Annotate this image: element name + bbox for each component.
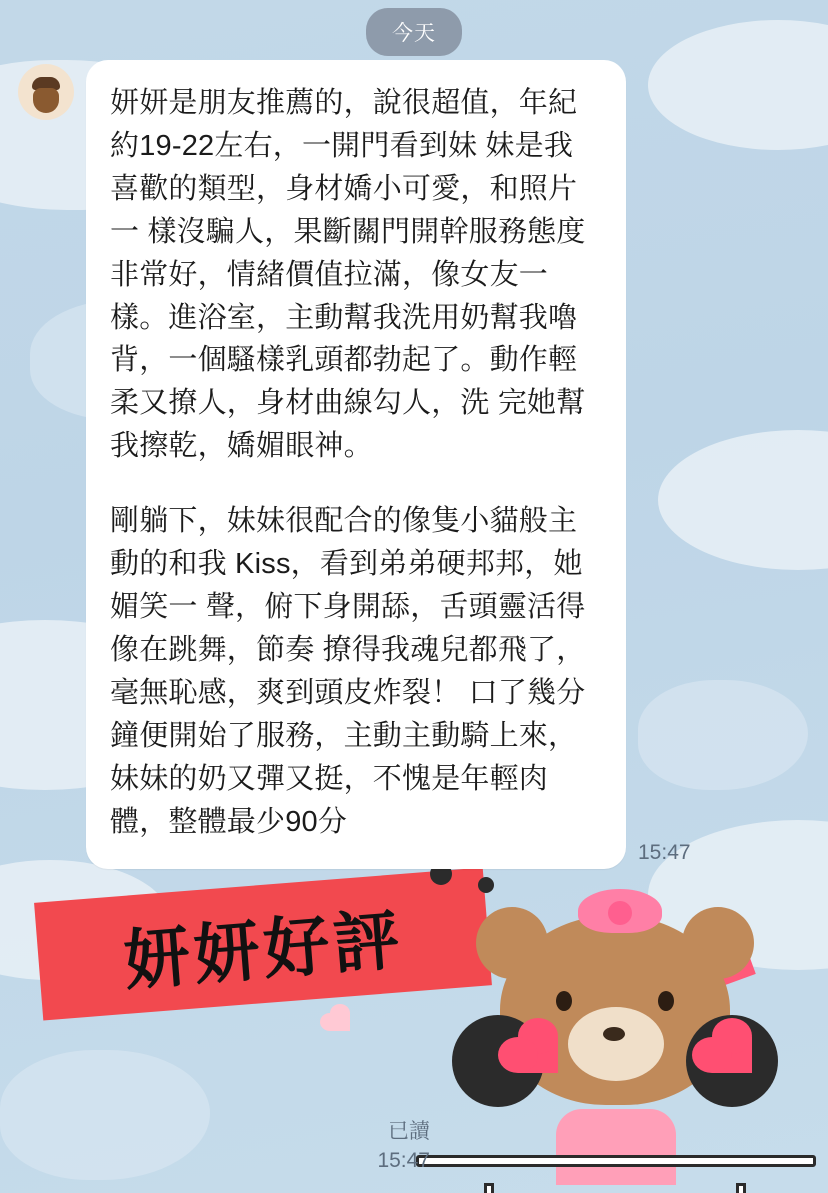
bear-body xyxy=(556,1109,676,1185)
date-divider: 今天 xyxy=(366,8,462,56)
sticker-banner xyxy=(34,868,492,1021)
bear-table xyxy=(416,1155,816,1167)
read-receipt xyxy=(377,1118,430,1175)
heart-icon xyxy=(712,1037,752,1073)
message-bubble[interactable] xyxy=(86,60,626,869)
message-timestamp: 15:47 xyxy=(638,841,691,865)
sticker-banner-text: 妍妍好評 xyxy=(120,901,406,998)
message-bubble-wrap xyxy=(86,60,691,869)
bear-sticker-icon xyxy=(460,895,770,1185)
bear-eye-left xyxy=(556,991,572,1011)
bear-bow-knot xyxy=(608,901,632,925)
message-paragraph: 剛躺下，妹妹很配合的像隻小貓般主動的和我 Kiss，看到弟弟硬邦邦，她媚笑一 聲，俯下身開舔，舌頭靈活得像在跳舞，節奏 撩得我魂兒都飛了，毫無恥感，爽到頭皮炸裂！ 口了幾分鐘便開始了服務，主動主動騎上來，妹妹的奶又彈又挺，不愧是年輕肉體，整體最少90分 xyxy=(110,505,586,838)
bear-muzzle xyxy=(568,1007,664,1081)
sticker-dot xyxy=(478,877,494,893)
message-row xyxy=(18,60,810,869)
read-timestamp: 15:47 xyxy=(377,1148,430,1172)
bear-nose xyxy=(603,1027,625,1041)
message-paragraph: 妍妍是朋友推薦的，說很超值，年紀 約19-22左右，一開門看到妹 妹是我喜歡的類型，身材嬌小可愛，和照片一 樣沒騙人，果斷關門開幹服務態度非常好，情緒價值拉滿，像女友一樣。進浴室，主動幫我洗用奶幫我嚕背，一個騷樣乳頭都勃起了。動作輕柔又撩人，身材曲線勾人，洗 完她幫我擦乾，嬌媚眼神。 xyxy=(110,87,586,463)
heart-icon xyxy=(330,1013,350,1031)
read-label: 已讀 xyxy=(388,1120,430,1144)
heart-icon xyxy=(518,1037,558,1073)
bear-eye-right xyxy=(658,991,674,1011)
bear-table-leg xyxy=(736,1183,746,1193)
acorn-avatar-icon[interactable] xyxy=(18,64,74,120)
bear-table-leg xyxy=(484,1183,494,1193)
acorn-body-shape xyxy=(33,88,59,113)
